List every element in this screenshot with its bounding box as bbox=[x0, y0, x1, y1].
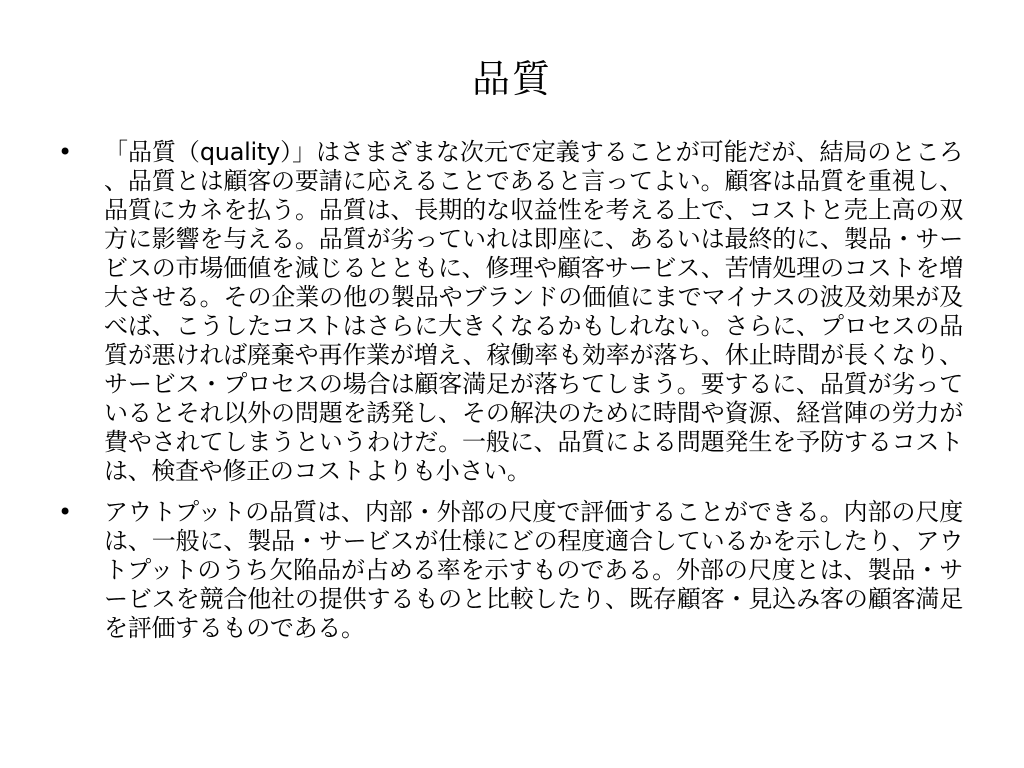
bullet-item-quality-definition bbox=[58, 138, 963, 486]
bullet-text: アウトプットの品質は、内部・外部の尺度で評価することができる。内部の尺度は、一般に、製品・サービスが仕様にどの程度適合しているかを示したり、アウトプットのうち欠陥品が占める率を示すものである。外部の尺度とは、製品・サービスを競合他社の提供するものと比較したり、既存顧客・見込み客の顧客満足を評価するものである。 bbox=[104, 498, 963, 642]
bullet-list bbox=[58, 138, 963, 655]
bullet-dot-icon: • bbox=[58, 138, 73, 166]
slide-title: 品質 bbox=[471, 57, 552, 101]
bullet-dot-icon: • bbox=[58, 498, 73, 526]
bullet-item-output-quality bbox=[58, 498, 963, 643]
bullet-text: 「品質（quality）」はさまざまな次元で定義することが可能だが、結局のところ、品質とは顧客の要請に応えることであると言ってよい。顧客は品質を重視し、品質にカネを払う。品質は、長期的な収益性を考える上で、コストと売上高の双方に影響を与える。品質が劣っていれは即座に、あるいは最終的に、製品・サービスの市場価値を減じるとともに、修理や顧客サービス、苦情処理のコストを増大させる。その企業の他の製品やブランドの価値にまでマイナスの波及効果が及べば、こうしたコストはさらに大きくなるかもしれない。さらに、プロセスの品質が悪ければ廃棄や再作業が増え、稼働率も効率が落ち、休止時間が長くなり、サービス・プロセスの場合は顧客満足が落ちてしまう。要するに、品質が劣っているとそれ以外の問題を誘発し、その解決のために時間や資源、経営陣の労力が費やされてしまうというわけだ。一般に、品質による問題発生を予防するコストは、検査や修正のコストよりも小さい。 bbox=[104, 138, 963, 485]
